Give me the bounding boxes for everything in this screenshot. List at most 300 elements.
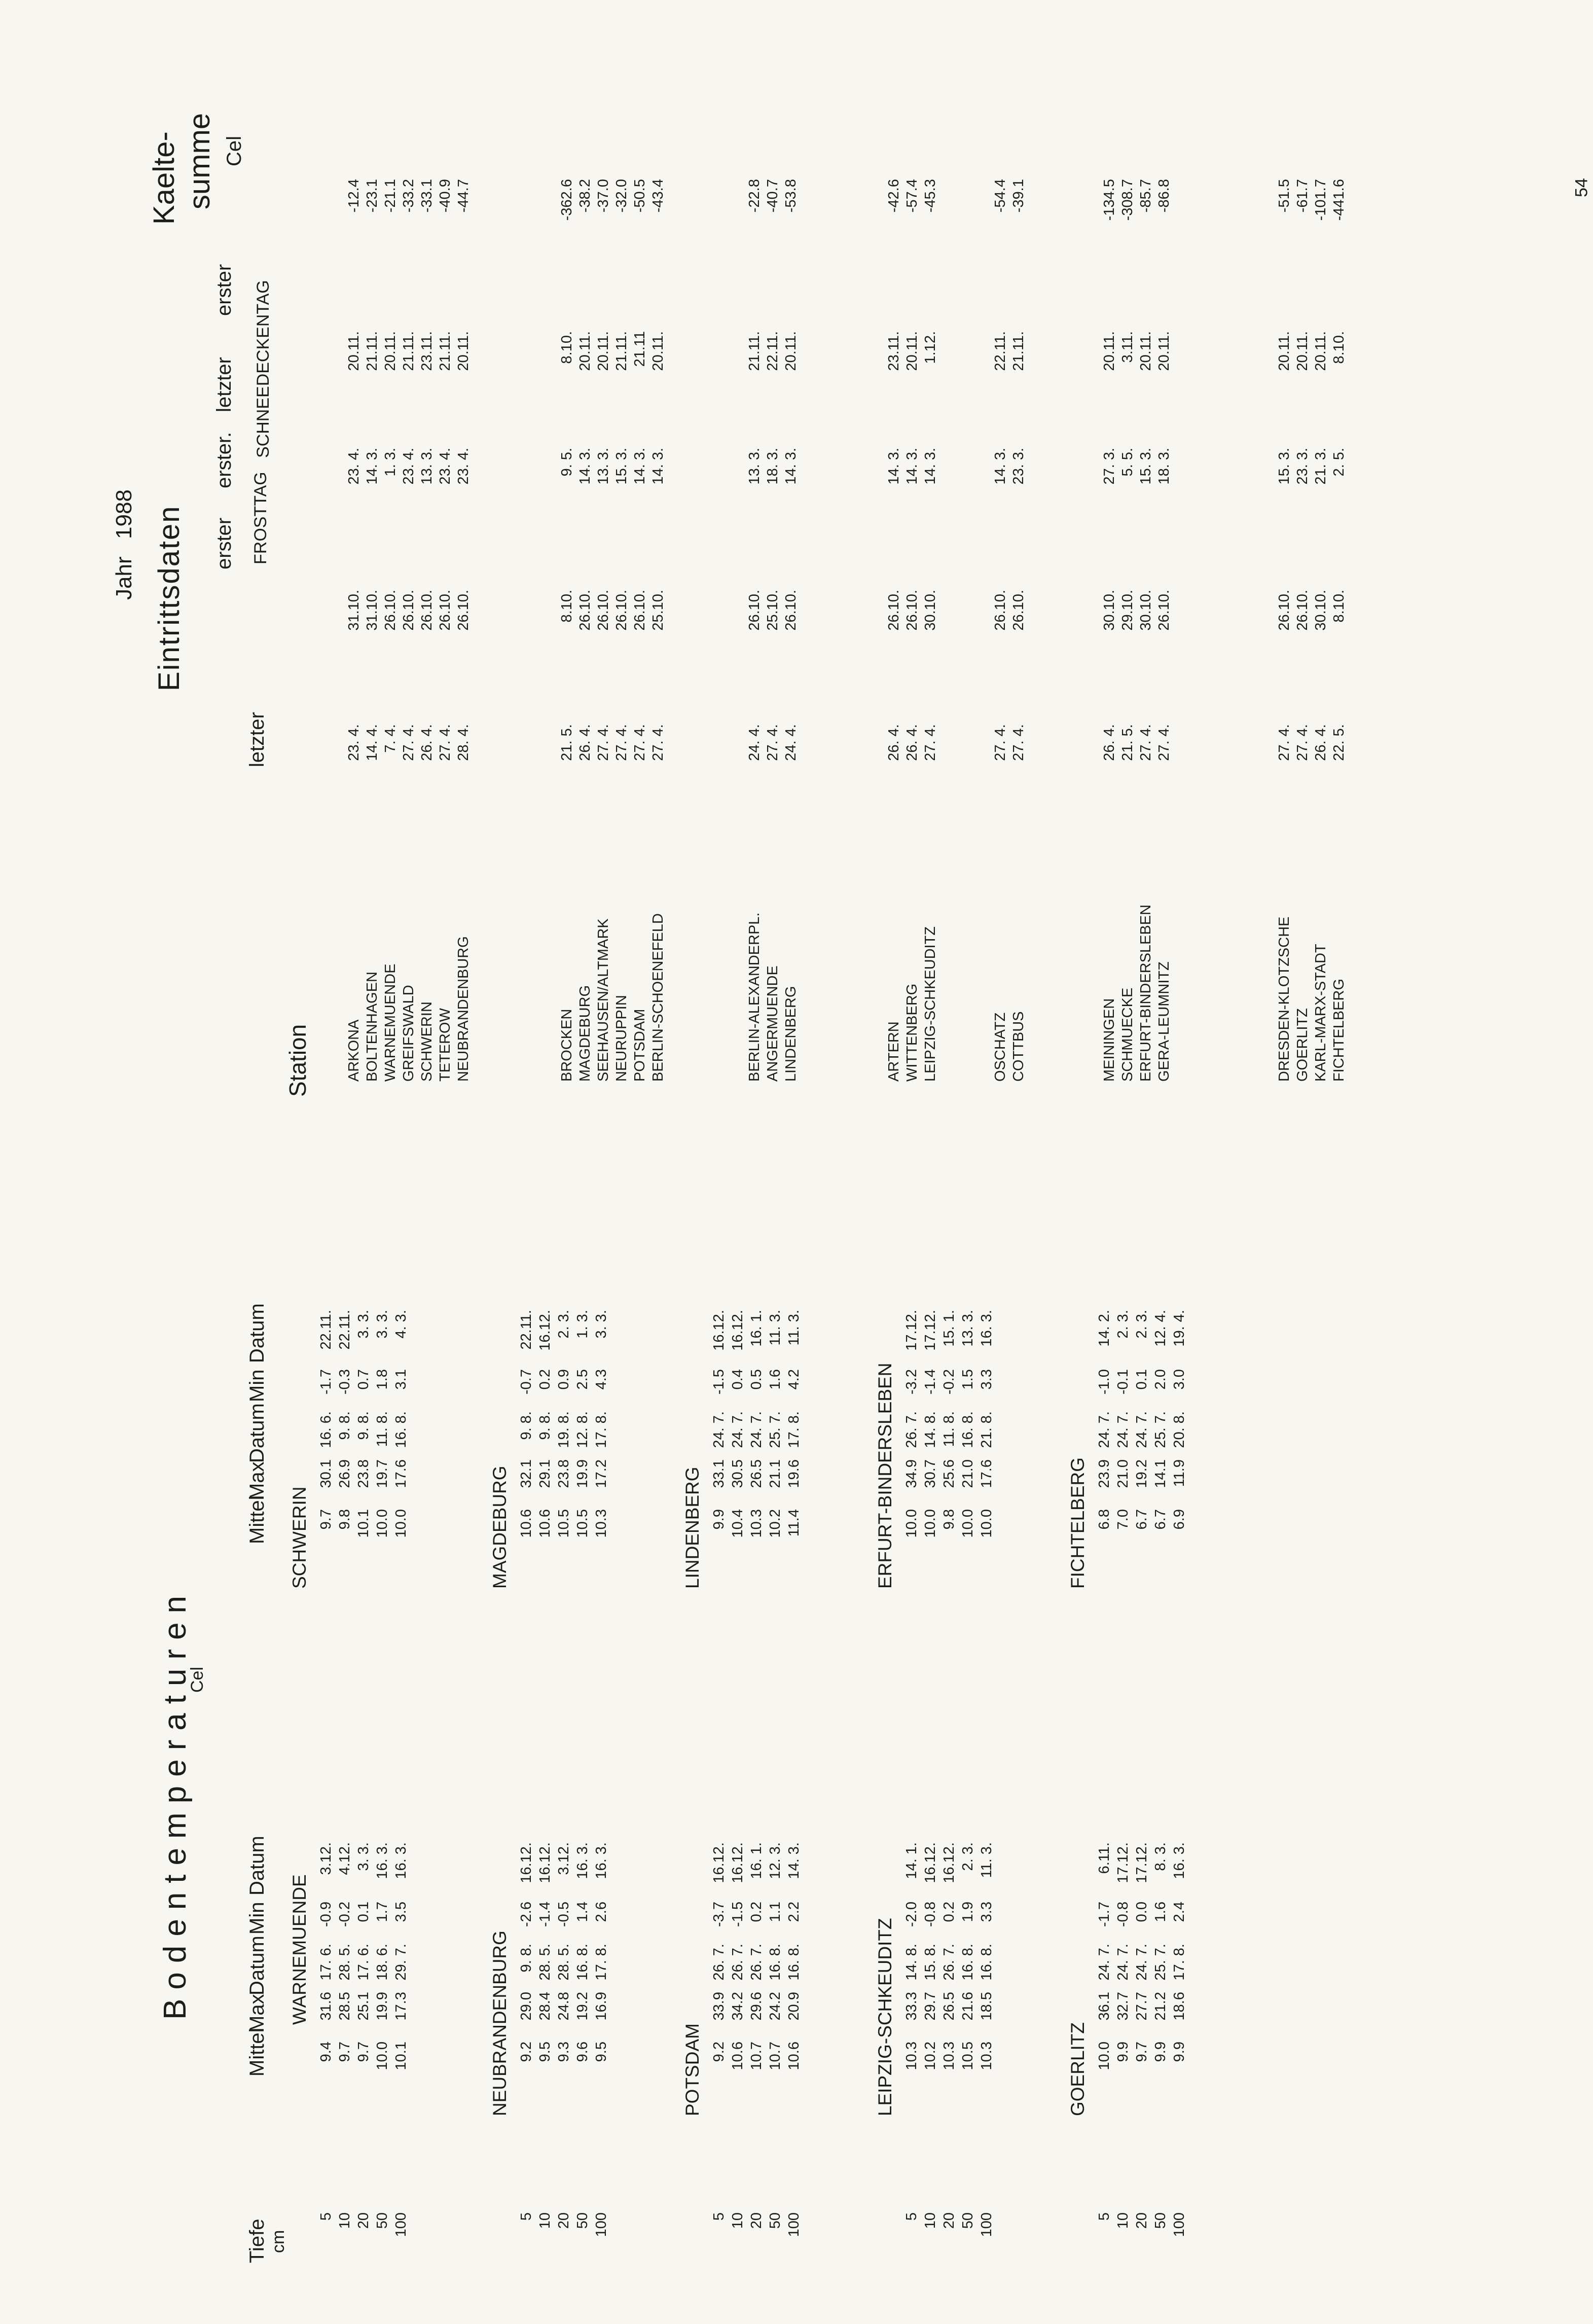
- soil-cell: 14.1: [1152, 1459, 1169, 1488]
- entry-cell: 1.12.: [922, 331, 938, 364]
- soil-cell: 17.6: [979, 1459, 995, 1488]
- soil-cell: 12. 8.: [574, 1411, 591, 1448]
- entry-cell: -101.7: [1313, 179, 1329, 221]
- entry-cell: 24. 4.: [746, 724, 763, 761]
- entry-cell: 23. 4.: [401, 448, 417, 485]
- entry-cell: 23. 4.: [437, 448, 453, 485]
- entry-cell: 14. 3.: [922, 448, 938, 485]
- station-name: GERA-LEUMNITZ: [1156, 961, 1172, 1082]
- soil-cell: 10.0: [374, 1509, 390, 1538]
- soil-cell: 9.8: [337, 1509, 353, 1530]
- soil-cell: 2. 3.: [556, 1310, 572, 1339]
- entry-cell: 20.11.: [904, 331, 920, 371]
- entry-cell: 23. 4.: [346, 448, 362, 485]
- entry-cell: -51.5: [1276, 179, 1292, 213]
- soil-cell: 10.3: [941, 2042, 957, 2070]
- soil-cell: 22.11.: [337, 1310, 353, 1350]
- station-name: SEEHAUSEN/ALTMARK: [595, 918, 611, 1082]
- entry-cell: 27. 4.: [1138, 724, 1154, 761]
- soil-cell: 16. 8.: [767, 1944, 783, 1981]
- soil-cell: 16.12.: [730, 1842, 746, 1883]
- soil-cell: 3.1: [393, 1369, 409, 1390]
- soil-cell: 10.0: [393, 1509, 409, 1538]
- depth-value: 100: [979, 2212, 995, 2237]
- entry-cell: 31.10.: [364, 590, 380, 631]
- station-name: KARL-MARX-STADT: [1313, 944, 1329, 1082]
- soil-cell: 10.7: [767, 2042, 783, 2070]
- soil-cell: 17.6: [393, 1459, 409, 1488]
- soil-cell: -0.5: [556, 1902, 572, 1927]
- entry-cell: 27. 4.: [613, 724, 630, 761]
- soil-cell: 17. 8.: [593, 1944, 609, 1981]
- header-datum: Datum: [246, 1303, 268, 1363]
- soil-cell: 9.9: [711, 1509, 727, 1530]
- soil-cell: 6.7: [1152, 1509, 1169, 1530]
- entry-cell: 27. 4.: [922, 724, 938, 761]
- soil-cell: 10.3: [748, 1509, 765, 1538]
- station-name: FICHTELBERG: [1331, 978, 1347, 1082]
- soil-cell: 23.8: [556, 1459, 572, 1488]
- soil-cell: 2.4: [1171, 1902, 1187, 1922]
- entry-cell: 26.10.: [886, 590, 902, 631]
- soil-cell: 10.5: [960, 2042, 976, 2070]
- soil-cell: 16.12.: [537, 1310, 553, 1351]
- entry-cell: -23.1: [364, 179, 380, 213]
- entry-cell: 29.10.: [1119, 590, 1136, 631]
- soil-cell: 28. 5.: [537, 1944, 553, 1981]
- depth-value: 5: [518, 2212, 534, 2221]
- soil-cell: 16.12.: [711, 1842, 727, 1883]
- kaelte-unit: Cel: [223, 135, 245, 166]
- soil-cell: 16. 3.: [574, 1842, 591, 1879]
- soil-cell: 9.7: [318, 1509, 334, 1530]
- depth-value: 100: [593, 2212, 609, 2237]
- soil-cell: 16. 8.: [574, 1944, 591, 1981]
- entry-cell: 21.11.: [437, 331, 453, 371]
- entry-cell: -12.4: [346, 179, 362, 213]
- entry-cell: 27. 4.: [765, 724, 781, 761]
- soil-cell: 26. 7.: [903, 1411, 920, 1448]
- soil-cell: 4.2: [786, 1369, 802, 1390]
- soil-cell: 20.9: [786, 1992, 802, 2021]
- soil-cell: -3.7: [711, 1902, 727, 1927]
- soil-cell: 3. 3.: [355, 1310, 372, 1339]
- soil-cell: 29.0: [518, 1992, 534, 2021]
- soil-cell: 9.4: [318, 2042, 334, 2062]
- soil-cell: 24. 7.: [1096, 1944, 1112, 1981]
- soil-cell: 30.1: [318, 1459, 334, 1488]
- soil-cell: 2. 3.: [1115, 1310, 1131, 1339]
- station-name: DRESDEN-KLOTZSCHE: [1276, 916, 1292, 1082]
- soil-cell: 14. 8.: [903, 1944, 920, 1981]
- entry-cell: 27. 4.: [1276, 724, 1292, 761]
- entry-cell: 8.10.: [1331, 590, 1347, 623]
- entry-cell: 21.11: [632, 331, 648, 367]
- soil-unit: Cel: [188, 1666, 207, 1693]
- station-name: TETEROW: [437, 1008, 453, 1082]
- page-number: 54: [1572, 178, 1591, 197]
- entry-cell: 30.10.: [922, 590, 938, 631]
- entry-cell: 27. 4.: [595, 724, 611, 761]
- entry-cell: 26.10.: [783, 590, 799, 631]
- entry-cell: 21. 5.: [1119, 724, 1136, 761]
- soil-cell: 24. 7.: [1134, 1411, 1150, 1448]
- soil-cell: 23.8: [355, 1459, 372, 1488]
- soil-cell: 1.6: [1152, 1902, 1169, 1922]
- soil-cell: 16. 3.: [393, 1842, 409, 1879]
- entry-cell: 15. 3.: [1276, 448, 1292, 485]
- soil-cell: 10.3: [979, 2042, 995, 2070]
- entry-cell: 26.10.: [1156, 590, 1172, 631]
- station-name: SCHMUECKE: [1119, 987, 1136, 1082]
- entry-cell: 14. 3.: [783, 448, 799, 485]
- soil-cell: 25.6: [941, 1459, 957, 1488]
- soil-cell: 2. 3.: [960, 1842, 976, 1871]
- soil-cell: 14. 3.: [786, 1842, 802, 1879]
- entry-cell: 26.10.: [632, 590, 648, 631]
- soil-cell: 14. 8.: [922, 1411, 938, 1448]
- entry-cell: 15. 3.: [1138, 448, 1154, 485]
- station-block-title: POTSDAM: [682, 2023, 703, 2116]
- soil-cell: 11. 3.: [767, 1310, 783, 1346]
- station-name: BERLIN-ALEXANDERPL.: [746, 912, 763, 1082]
- station-name: COTTBUS: [1010, 1011, 1027, 1082]
- entry-cell: 20.11.: [382, 331, 399, 371]
- soil-cell: 31.6: [318, 1992, 334, 2021]
- soil-title: Bodentemperaturen: [158, 1586, 193, 2020]
- entry-cell: 27. 4.: [1156, 724, 1172, 761]
- soil-cell: 16.12.: [518, 1842, 534, 1883]
- soil-cell: 15. 8.: [922, 1944, 938, 1981]
- soil-cell: 24. 7.: [1115, 1944, 1131, 1981]
- entry-cell: 26.10.: [455, 590, 472, 631]
- soil-cell: 17. 8.: [786, 1411, 802, 1448]
- soil-cell: 11. 8.: [374, 1411, 390, 1447]
- soil-cell: 1.1: [767, 1902, 783, 1922]
- entry-cell: 30.10.: [1313, 590, 1329, 631]
- station-name: ARTERN: [886, 1021, 902, 1082]
- header-max: Max: [246, 1994, 268, 2032]
- entry-cell: -86.8: [1156, 179, 1172, 213]
- soil-cell: 16. 1.: [748, 1310, 765, 1347]
- soil-cell: 9.7: [337, 2042, 353, 2062]
- entry-cell: 26.10.: [419, 590, 435, 631]
- soil-cell: 24. 7.: [730, 1411, 746, 1448]
- entry-cell: 8.10.: [559, 331, 575, 364]
- soil-cell: -0.8: [1115, 1902, 1131, 1927]
- entry-cell: 23. 4.: [346, 724, 362, 761]
- soil-cell: 2.6: [593, 1902, 609, 1922]
- entry-cell: -21.1: [382, 179, 399, 213]
- entry-cell: 15. 3.: [613, 448, 630, 485]
- soil-cell: 4. 3.: [393, 1310, 409, 1339]
- entry-cell: 27. 3.: [1101, 448, 1117, 485]
- depth-value: 10: [1115, 2212, 1131, 2229]
- soil-cell: 0.7: [355, 1369, 372, 1390]
- soil-cell: 10.0: [960, 1509, 976, 1538]
- soil-cell: 10.5: [574, 1509, 591, 1538]
- soil-cell: 17.12.: [922, 1310, 938, 1351]
- soil-cell: 19.9: [374, 1992, 390, 2021]
- entry-cell: 27. 4.: [992, 724, 1008, 761]
- soil-cell: 10.5: [556, 1509, 572, 1538]
- soil-cell: 3.12.: [556, 1842, 572, 1875]
- depth-value: 50: [767, 2212, 783, 2229]
- soil-cell: 25. 7.: [1152, 1944, 1169, 1981]
- soil-cell: 1.6: [767, 1369, 783, 1390]
- soil-cell: 10.0: [979, 1509, 995, 1538]
- soil-cell: -2.6: [518, 1902, 534, 1927]
- depth-value: 10: [730, 2212, 746, 2229]
- entry-cell: 26.10.: [746, 590, 763, 631]
- entry-cell: 22.11.: [765, 331, 781, 371]
- soil-cell: 28. 5.: [556, 1944, 572, 1981]
- soil-cell: 33.9: [711, 1992, 727, 2021]
- entry-cell: -33.1: [419, 179, 435, 213]
- soil-cell: 36.1: [1096, 1992, 1112, 2021]
- entry-cell: 27. 4.: [632, 724, 648, 761]
- soil-cell: 16.12.: [730, 1310, 746, 1351]
- soil-cell: 32.1: [518, 1459, 534, 1488]
- entry-cell: 20.11.: [1138, 331, 1154, 371]
- soil-cell: 10.4: [730, 1509, 746, 1538]
- soil-cell: 19.2: [1134, 1459, 1150, 1488]
- soil-cell: -2.0: [903, 1902, 920, 1927]
- soil-cell: 28.4: [537, 1992, 553, 2021]
- station-name: POTSDAM: [632, 1009, 648, 1082]
- station-name: BERLIN-SCHOENEFELD: [650, 913, 666, 1082]
- entry-cell: 21.11.: [401, 331, 417, 371]
- soil-cell: 19.7: [374, 1459, 390, 1488]
- entry-cell: 20.11.: [455, 331, 472, 371]
- soil-cell: 11.4: [786, 1509, 802, 1537]
- soil-cell: 25.1: [355, 1992, 372, 2021]
- station-name: OSCHATZ: [992, 1012, 1008, 1082]
- entry-cell: -22.8: [746, 179, 763, 213]
- depth-value: 50: [960, 2212, 976, 2229]
- soil-cell: 2.0: [1152, 1369, 1169, 1390]
- entry-cell: 21. 3.: [1313, 448, 1329, 485]
- soil-cell: 0.4: [730, 1369, 746, 1390]
- entry-cell: 26.10.: [1276, 590, 1292, 631]
- soil-cell: 9. 8.: [355, 1411, 372, 1440]
- soil-cell: 9.9: [1115, 2042, 1131, 2062]
- year-label: Jahr: [112, 556, 136, 600]
- soil-cell: 1.5: [960, 1369, 976, 1390]
- soil-cell: 0.5: [748, 1369, 765, 1390]
- soil-cell: 29. 7.: [393, 1944, 409, 1981]
- entry-cell: 26.10.: [577, 590, 593, 631]
- soil-cell: 10.3: [903, 2042, 920, 2070]
- station-block-title: MAGDEBURG: [489, 1465, 510, 1589]
- soil-cell: 17.3: [393, 1992, 409, 2021]
- soil-cell: 24. 7.: [1115, 1411, 1131, 1448]
- depth-value: 5: [711, 2212, 727, 2221]
- soil-cell: 16.12.: [922, 1842, 938, 1883]
- soil-cell: 11. 3.: [786, 1310, 802, 1346]
- soil-cell: 12. 3.: [767, 1842, 783, 1879]
- soil-cell: 33.1: [711, 1459, 727, 1488]
- soil-cell: 10.0: [1096, 2042, 1112, 2070]
- entry-cell: 8.10.: [559, 590, 575, 623]
- station-name: ERFURT-BINDERSLEBEN: [1138, 904, 1154, 1082]
- station-block-title: SCHWERIN: [289, 1486, 310, 1589]
- soil-cell: 9.8: [941, 1509, 957, 1530]
- entry-cell: 26. 4.: [419, 724, 435, 761]
- soil-cell: 26. 7.: [730, 1944, 746, 1981]
- soil-cell: 10.0: [903, 1509, 920, 1538]
- soil-cell: 25. 7.: [1152, 1411, 1169, 1448]
- entry-cell: 23. 4.: [455, 448, 472, 485]
- entry-cell: -50.5: [632, 179, 648, 213]
- depth-value: 10: [922, 2212, 938, 2229]
- entry-cell: 21.11.: [364, 331, 380, 371]
- soil-cell: -0.9: [318, 1902, 334, 1927]
- soil-cell: 12. 4.: [1152, 1310, 1169, 1347]
- soil-cell: 26.5: [748, 1459, 765, 1488]
- entry-cell: -40.9: [437, 179, 453, 213]
- soil-cell: 0.1: [355, 1902, 372, 1922]
- entry-cell: 20.11.: [650, 331, 666, 371]
- soil-cell: 6.9: [1171, 1509, 1187, 1530]
- soil-cell: 23.9: [1096, 1459, 1112, 1488]
- header-max: Max: [246, 1461, 268, 1500]
- soil-cell: 32.7: [1115, 1992, 1131, 2021]
- soil-cell: 14. 2.: [1096, 1310, 1112, 1347]
- soil-cell: 17.12.: [903, 1310, 920, 1351]
- entry-cell: 14. 3.: [992, 448, 1008, 485]
- header-tiefe: Tiefe: [246, 2219, 268, 2263]
- soil-cell: 21.1: [767, 1459, 783, 1488]
- header-letzter-schnee: letzter: [213, 357, 235, 412]
- soil-cell: 20. 8.: [1171, 1411, 1187, 1448]
- header-erster-frost: erster: [213, 517, 235, 569]
- soil-cell: 10.3: [593, 1509, 609, 1538]
- entry-cell: 26.10.: [992, 590, 1008, 631]
- entry-cell: -42.6: [886, 179, 902, 213]
- depth-value: 100: [1171, 2212, 1187, 2237]
- soil-cell: 9.9: [1171, 2042, 1187, 2062]
- entry-cell: 14. 3.: [650, 448, 666, 485]
- entry-cell: 13. 3.: [746, 448, 763, 485]
- soil-cell: 10.6: [537, 1509, 553, 1538]
- kaelte-label-2: summe: [183, 113, 216, 209]
- entry-cell: 23.11.: [419, 331, 435, 371]
- entry-cell: 26.10.: [437, 590, 453, 631]
- soil-cell: -0.2: [941, 1369, 957, 1395]
- soil-cell: 29.7: [922, 1992, 938, 2021]
- entry-cell: 14. 4.: [364, 724, 380, 761]
- entry-cell: -134.5: [1101, 179, 1117, 221]
- soil-cell: 24.8: [556, 1992, 572, 2021]
- soil-cell: -0.8: [922, 1902, 938, 1927]
- entry-cell: -33.2: [401, 179, 417, 213]
- soil-cell: -0.7: [518, 1369, 534, 1395]
- soil-cell: 3. 3.: [374, 1310, 390, 1339]
- entry-cell: -53.8: [783, 179, 799, 213]
- soil-cell: 24. 7.: [1134, 1944, 1150, 1981]
- kaelte-label-1: Kaelte-: [148, 131, 180, 225]
- entry-cell: 27. 4.: [650, 724, 666, 761]
- soil-cell: 10.6: [518, 1509, 534, 1538]
- soil-cell: 16. 6.: [318, 1411, 334, 1448]
- entries-title: Eintrittsdaten: [153, 505, 186, 691]
- soil-cell: 7.0: [1115, 1509, 1131, 1530]
- entry-cell: 18. 3.: [1156, 448, 1172, 485]
- entry-cell: 24. 4.: [783, 724, 799, 761]
- depth-value: 10: [537, 2212, 553, 2229]
- soil-cell: 6.8: [1096, 1509, 1112, 1530]
- entry-cell: -45.3: [922, 179, 938, 213]
- station-name: SCHWERIN: [419, 1002, 435, 1082]
- entry-cell: 14. 3.: [904, 448, 920, 485]
- entry-cell: 14. 3.: [577, 448, 593, 485]
- soil-cell: 0.9: [556, 1369, 572, 1390]
- soil-cell: 18. 6.: [374, 1944, 390, 1981]
- entry-cell: 14. 3.: [886, 448, 902, 485]
- soil-cell: 25. 7.: [767, 1411, 783, 1448]
- entry-cell: 20.11.: [595, 331, 611, 371]
- year-value: 1988: [112, 489, 136, 539]
- depth-value: 20: [1134, 2212, 1150, 2229]
- entry-cell: 23. 3.: [1010, 448, 1027, 485]
- depth-value: 100: [786, 2212, 802, 2237]
- soil-cell: 28. 5.: [337, 1944, 353, 1981]
- soil-cell: 21.0: [960, 1459, 976, 1488]
- soil-cell: -3.2: [903, 1369, 920, 1395]
- entry-cell: 9. 5.: [559, 448, 575, 477]
- soil-cell: 17. 6.: [318, 1944, 334, 1981]
- soil-cell: 1.9: [960, 1902, 976, 1922]
- soil-cell: 9. 8.: [337, 1411, 353, 1440]
- entry-cell: 27. 4.: [1010, 724, 1027, 761]
- entry-cell: 8.10.: [1331, 331, 1347, 364]
- soil-cell: 9. 8.: [537, 1411, 553, 1440]
- entry-cell: 23. 3.: [1294, 448, 1311, 485]
- header-datum: Datum: [246, 1403, 268, 1463]
- soil-cell: 26. 7.: [711, 1944, 727, 1981]
- soil-cell: 28.5: [337, 1992, 353, 2021]
- station-name: GOERLITZ: [1294, 1008, 1311, 1082]
- entry-cell: 25.10.: [765, 590, 781, 631]
- soil-cell: 9.6: [574, 2042, 591, 2062]
- soil-cell: 2.2: [786, 1902, 802, 1922]
- station-name: LEIPZIG-SCHKEUDITZ: [922, 926, 938, 1082]
- entry-cell: 20.11.: [1294, 331, 1311, 371]
- entry-cell: 13. 3.: [595, 448, 611, 485]
- entry-cell: 22.11.: [992, 331, 1008, 371]
- entry-cell: 23.11.: [886, 331, 902, 371]
- soil-cell: 34.9: [903, 1459, 920, 1488]
- soil-cell: -1.5: [711, 1369, 727, 1395]
- soil-cell: 9.2: [518, 2042, 534, 2062]
- soil-cell: 13. 3.: [960, 1310, 976, 1347]
- entry-cell: 26.10.: [613, 590, 630, 631]
- soil-cell: 17.2: [593, 1459, 609, 1488]
- soil-cell: 16. 8.: [979, 1944, 995, 1981]
- soil-cell: 26. 7.: [748, 1944, 765, 1981]
- entry-cell: 3.11.: [1119, 331, 1136, 363]
- entry-cell: 27. 4.: [437, 724, 453, 761]
- soil-cell: -1.4: [537, 1902, 553, 1927]
- entry-cell: -362.6: [559, 179, 575, 221]
- depth-value: 20: [355, 2212, 372, 2229]
- soil-cell: 21.0: [1115, 1459, 1131, 1488]
- soil-cell: 17. 6.: [355, 1944, 372, 1981]
- depth-value: 20: [556, 2212, 572, 2229]
- header-min: Min: [246, 1369, 268, 1402]
- depth-value: 5: [318, 2212, 334, 2221]
